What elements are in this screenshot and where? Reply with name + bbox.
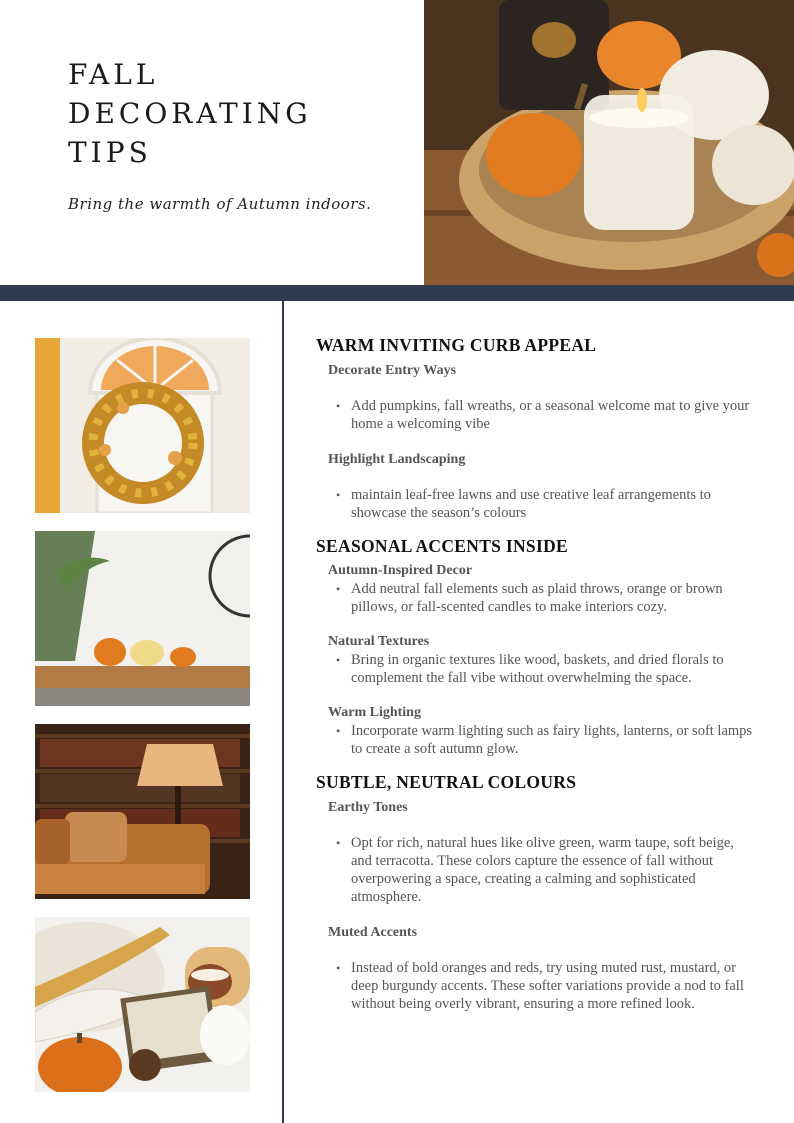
page-subtitle: Bring the warmth of Autumn indoors. xyxy=(68,195,372,213)
hero-photo-candles-pumpkins xyxy=(424,0,794,285)
header-band xyxy=(0,285,794,301)
title-line-2: DECORATING xyxy=(68,97,312,130)
bullet-list-landscaping xyxy=(336,486,756,522)
tips-content xyxy=(316,335,756,1013)
title-line-3: TIPS xyxy=(68,136,152,169)
page-title xyxy=(68,55,312,172)
photo-library-sofa-lamp xyxy=(35,724,250,899)
photo-door-wreath xyxy=(35,338,250,513)
bullet-natural-textures: • Bring in organic textures like wood, baskets, and dried florals to complement the fall vibe without overwhelming the space. xyxy=(336,651,756,687)
bullet-list-warm-lighting xyxy=(336,722,756,758)
knits-illustration xyxy=(35,917,250,1092)
subheading-warm-lighting: Warm Lighting xyxy=(328,705,421,720)
hero-illustration xyxy=(424,0,794,285)
section-title-neutral-colours: SUBTLE, NEUTRAL COLOURS xyxy=(316,772,577,792)
bullet-autumn-decor: • Add neutral fall elements such as plaid throws, orange or brown pillows, or fall-scented candles to make interiors cozy. xyxy=(336,580,756,616)
section-title-curb-appeal: WARM INVITING CURB APPEAL xyxy=(316,335,597,355)
bullet-muted-accents: • Instead of bold oranges and reds, try using muted rust, mustard, or deep burgundy accents. These softer variations provide a nod to fall without being overly vibrant, ensuring a more refined look. xyxy=(336,959,756,1013)
bullet-list-natural-textures xyxy=(336,651,756,687)
bullet-landscaping: • maintain leaf-free lawns and use creative leaf arrangements to showcase the season’s colours xyxy=(336,486,756,522)
column-divider xyxy=(282,301,284,1123)
bullet-earthy-tones: • Opt for rich, natural hues like olive green, warm taupe, soft beige, and terracotta. These colors capture the essence of fall without overpowering a space, creating a calming and sophisticated atmosphere. xyxy=(336,834,756,906)
subheading-natural-textures: Natural Textures xyxy=(328,634,430,649)
photo-mantel-pumpkins xyxy=(35,531,250,706)
bullet-list-autumn-decor xyxy=(336,580,756,616)
subheading-muted-accents: Muted Accents xyxy=(328,925,418,940)
bullet-list-muted-accents xyxy=(336,959,756,1013)
title-line-1: FALL xyxy=(68,58,159,91)
library-illustration xyxy=(35,724,250,899)
subheading-earthy-tones: Earthy Tones xyxy=(328,800,408,815)
bullet-list-entry-ways xyxy=(336,397,756,433)
subheading-entry-ways: Decorate Entry Ways xyxy=(328,363,457,378)
bullet-list-earthy-tones xyxy=(336,834,756,906)
subheading-autumn-decor: Autumn-Inspired Decor xyxy=(328,563,473,578)
subheading-landscaping: Highlight Landscaping xyxy=(328,452,466,467)
bullet-warm-lighting: • Incorporate warm lighting such as fairy lights, lanterns, or soft lamps to create a soft autumn glow. xyxy=(336,722,756,758)
mantel-illustration xyxy=(35,531,250,706)
section-title-accents-inside: SEASONAL ACCENTS INSIDE xyxy=(316,536,568,556)
photo-knits-pumpkin-candle xyxy=(35,917,250,1092)
door-wreath-illustration xyxy=(35,338,250,513)
bullet-entry-ways: • Add pumpkins, fall wreaths, or a seasonal welcome mat to give your home a welcoming vibe xyxy=(336,397,756,433)
